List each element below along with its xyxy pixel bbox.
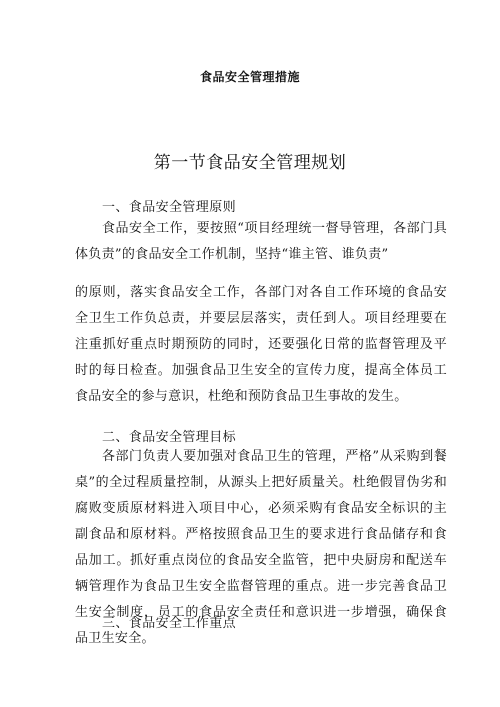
document-title: 食品安全管理措施 (199, 70, 300, 84)
heading-principles: 一、食品安全管理原则 (102, 200, 237, 215)
heading-key-points: 三、食品安全工作重点 (102, 616, 237, 631)
paragraph-principles-1: 食品安全工作，要按照“项目经理统一督导管理，各部门具体负责”的食品安全工作机制，坚持“谁主管、谁负责” (75, 221, 447, 262)
heading-goals: 二、食品安全管理目标 (102, 430, 237, 445)
paragraph-goals-1: 各部门负责人要加强对食品卫生的管理，严格”从采购到餐桌”的全过程质量控制，从源头上把好质量关。杜绝假冒伪劣和腐败变质原材料进入项目中心，必须采购有食品安全标识的主副食品和原材料。严格按照食品卫生的要求进行食品储存和食品加工。抓好重点岗位的食品安全监管，把中央厨房和配送车辆管理作为食品卫生安全监督管理的重点。进一步完善食品卫生安全制度，员工的食品安全责任和意识进一步增强，确保食品卫生安全。 (75, 449, 447, 646)
section-title: 第一节食品安全管理规划 (153, 153, 347, 173)
paragraph-principles-2: 的原则，落实食品安全工作，各部门对各自工作环境的食品安全卫生工作负总责，并要层层落实，责任到人。项目经理要在注重抓好重点时期预防的同时，还要强化日常的监督管理及平时的每日检查。加强食品卫生安全的宣传力度，提高全体员工食品安全的参与意识，杜绝和预防食品卫生事故的发生。 (75, 285, 447, 404)
